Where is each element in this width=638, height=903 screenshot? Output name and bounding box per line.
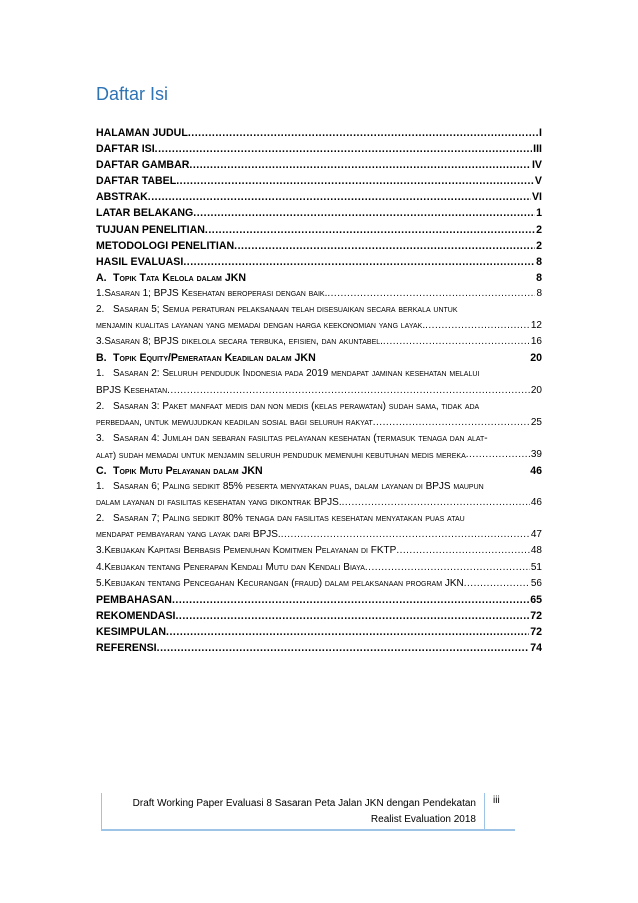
item-number: 3.	[96, 336, 105, 348]
dot-leader	[166, 624, 529, 640]
toc-subentry-c3[interactable]	[96, 543, 542, 559]
dot-leader	[155, 141, 533, 157]
dot-leader	[176, 173, 534, 189]
section-label: Topik Mutu Pelayanan dalam JKN	[113, 464, 263, 477]
toc-entry-page: 72	[530, 625, 542, 638]
toc-entry-label: KESIMPULAN	[96, 625, 167, 638]
toc-entry-rekomendasi[interactable]	[96, 608, 542, 624]
toc-subentry-c1-line2[interactable]	[96, 495, 542, 511]
toc-entry-pembahasan[interactable]	[96, 592, 542, 608]
item-number: 3.	[96, 432, 105, 444]
item-label: Kebijakan Kapitasi Berbasis Pemenuhan Komitmen Pelayanan di FKTP	[104, 545, 397, 557]
item-label-line2: perbedaan, untuk mewujudkan keadilan sosial bagi seluruh rakyat	[96, 416, 373, 428]
toc-entry-page: I	[539, 127, 542, 139]
item-number: 2.	[96, 513, 105, 525]
dot-leader	[281, 527, 530, 543]
item-number: 1.	[96, 287, 105, 299]
item-number: 2.	[96, 304, 105, 316]
dot-leader	[172, 592, 529, 608]
table-of-contents	[96, 125, 542, 656]
toc-entry-page: 65	[530, 593, 542, 606]
item-label-line1: Sasaran 6; Paling sedikit 85% peserta menyatakan puas, dalam layanan di BPJS maupun	[113, 481, 484, 493]
item-label-line1: Sasaran 3: Paket manfaat medis dan non medis (kelas perawatan) sudah sama, tidak ada	[113, 400, 480, 412]
item-number: 5.	[96, 577, 105, 589]
item-label-line1: Sasaran 7; Paling sedikit 80% tenaga dan fasilitas kesehatan menyatakan puas atau	[113, 513, 465, 525]
toc-entry-latar-belakang[interactable]	[96, 205, 542, 221]
toc-entry-daftar-isi[interactable]	[96, 141, 542, 157]
toc-entry-label: METODOLOGI PENELITIAN	[96, 239, 235, 252]
toc-entry-metodologi-penelitian[interactable]	[96, 238, 542, 254]
dot-leader	[342, 495, 530, 511]
footer-text: Draft Working Paper Evaluasi 8 Sasaran Peta Jalan JKN dengan Pendekatan Realist Evaluation 2018	[132, 798, 476, 825]
toc-entry-label: DAFTAR TABEL	[96, 175, 177, 188]
toc-entry-page: IV	[531, 159, 542, 172]
item-number: 4.	[96, 561, 105, 573]
toc-section-a[interactable]	[96, 270, 542, 286]
section-number: A.	[96, 271, 107, 284]
footer-page-number: iii	[493, 795, 500, 806]
toc-entry-page: 8	[536, 255, 542, 268]
toc-subentry-b3-line1[interactable]	[96, 431, 542, 447]
toc-entry-tujuan-penelitian[interactable]	[96, 222, 542, 238]
dot-leader	[425, 318, 530, 334]
toc-entry-label: LATAR BELAKANG	[96, 207, 194, 220]
dot-leader	[464, 576, 530, 592]
toc-entry-page: 72	[530, 609, 542, 622]
toc-entry-label: ABSTRAK	[96, 191, 148, 204]
toc-subentry-a2-line2[interactable]	[96, 318, 542, 334]
item-page: 12	[530, 320, 542, 332]
toc-entry-label: HALAMAN JUDUL	[96, 127, 188, 139]
toc-subentry-a2-line1[interactable]	[96, 302, 542, 318]
dot-leader	[466, 447, 530, 463]
toc-entry-halaman-judul[interactable]	[96, 125, 542, 141]
toc-subentry-b2-line2[interactable]	[96, 415, 542, 431]
item-label-line2: BPJS Kesehatan	[96, 384, 168, 396]
dot-leader	[373, 415, 530, 431]
toc-entry-label: PEMBAHASAN	[96, 593, 172, 606]
toc-entry-label: HASIL EVALUASI	[96, 255, 184, 268]
item-number: 2.	[96, 400, 105, 412]
toc-entry-page: 2	[536, 223, 542, 236]
toc-entry-label: REFERENSI	[96, 642, 157, 654]
toc-section-b[interactable]	[96, 350, 542, 366]
toc-subentry-b3-line2[interactable]	[96, 447, 542, 463]
item-page: 39	[530, 448, 542, 460]
item-page: 8	[536, 287, 542, 299]
item-label: Sasaran 1; BPJS Kesehatan beroperasi dengan baik.	[104, 287, 328, 299]
item-label-line2: menjamin kualitas layanan yang memadai dengan harga keekonomian yang layak.	[96, 320, 426, 332]
toc-entry-page: 2	[536, 239, 542, 252]
dot-leader	[188, 125, 538, 141]
dot-leader	[205, 222, 535, 238]
toc-subentry-c2-line2[interactable]	[96, 527, 542, 543]
toc-entry-page: V	[534, 175, 542, 188]
item-page: 47	[530, 529, 542, 541]
dot-leader	[396, 543, 530, 559]
toc-entry-label: TUJUAN PENELITIAN	[96, 223, 205, 236]
section-number: B.	[96, 352, 107, 365]
toc-subentry-b1-line2[interactable]	[96, 383, 542, 399]
item-label-line1: Sasaran 2: Seluruh penduduk Indonesia pada 2019 mendapat jaminan kesehatan melalui	[113, 368, 480, 380]
dot-leader	[175, 608, 529, 624]
section-label: Topik Equity/Pemerataan Keadilan dalam JKN	[113, 352, 316, 365]
toc-entry-page: VI	[531, 191, 542, 204]
toc-entry-page: 74	[530, 642, 542, 654]
section-number: C.	[96, 464, 107, 477]
toc-entry-label: REKOMENDASI	[96, 609, 176, 622]
toc-subentry-a3[interactable]	[96, 334, 542, 350]
page-title: Daftar Isi	[96, 84, 169, 104]
item-page: 20	[530, 384, 542, 396]
dot-leader	[189, 157, 531, 173]
toc-subentry-c4[interactable]	[96, 560, 542, 576]
toc-entry-kesimpulan[interactable]	[96, 624, 542, 640]
toc-entry-label: DAFTAR GAMBAR	[96, 159, 190, 172]
toc-entry-page: 1	[536, 207, 542, 220]
toc-entry-hasil-evaluasi[interactable]	[96, 254, 542, 270]
toc-subentry-b1-line1[interactable]	[96, 366, 542, 382]
section-page: 46	[530, 464, 542, 477]
item-page: 48	[530, 545, 542, 557]
item-label-line1: Sasaran 4: Jumlah dan sebaran fasilitas pelayanan kesehatan (termasuk tenaga dan alat-	[113, 432, 488, 444]
toc-subentry-b2-line1[interactable]	[96, 399, 542, 415]
toc-subentry-c1-line1[interactable]	[96, 479, 542, 495]
item-label-line1: Sasaran 5; Semua peraturan pelaksanaan telah disesuaikan secara berkala untuk	[113, 304, 458, 316]
dot-leader	[327, 286, 535, 302]
dot-leader	[148, 189, 531, 205]
item-label-line2: mendapat pembayaran yang layak dari BPJS.	[96, 529, 281, 541]
toc-section-c[interactable]	[96, 463, 542, 479]
toc-subentry-a1[interactable]	[96, 286, 542, 302]
toc-entry-daftar-tabel[interactable]	[96, 173, 542, 189]
dot-leader	[365, 560, 530, 576]
dot-leader	[157, 640, 530, 656]
section-page: 8	[536, 271, 542, 284]
toc-entry-daftar-gambar[interactable]	[96, 157, 542, 173]
toc-subentry-c5[interactable]	[96, 576, 542, 592]
item-label: Kebijakan tentang Penerapan Kendali Mutu dan Kendali Biaya	[104, 561, 365, 573]
item-label: Kebijakan tentang Pencegahan Kecurangan (fraud) dalam pelaksanaan program JKN	[104, 577, 464, 589]
toc-entry-referensi[interactable]	[96, 640, 542, 656]
dot-leader	[167, 383, 530, 399]
toc-entry-abstrak[interactable]	[96, 189, 542, 205]
dot-leader	[234, 238, 535, 254]
footer-divider	[484, 793, 485, 831]
dot-leader	[193, 205, 535, 221]
toc-subentry-c2-line1[interactable]	[96, 511, 542, 527]
item-number: 1.	[96, 481, 105, 493]
item-label-line2: alat) sudah memadai untuk menjamin seluruh penduduk memenuhi kebutuhan medis mereka	[96, 448, 466, 460]
item-number: 3.	[96, 545, 105, 557]
section-page: 20	[530, 352, 542, 365]
section-label: Topik Tata Kelola dalam JKN	[113, 271, 247, 284]
toc-entry-page: III	[533, 143, 542, 156]
toc-entry-label: DAFTAR ISI	[96, 143, 155, 156]
item-page: 16	[530, 336, 542, 348]
dot-leader	[383, 334, 530, 350]
item-page: 56	[530, 577, 542, 589]
dot-leader	[183, 254, 535, 270]
item-number: 1.	[96, 368, 105, 380]
item-page: 51	[530, 561, 542, 573]
item-page: 46	[530, 497, 542, 509]
item-label: Sasaran 8; BPJS dikelola secara terbuka, efisien, dan akuntabel.	[104, 336, 383, 348]
item-label-line2: dalam layanan di fasilitas kesehatan yang dikontrak BPJS.	[96, 497, 342, 509]
item-page: 25	[530, 416, 542, 428]
